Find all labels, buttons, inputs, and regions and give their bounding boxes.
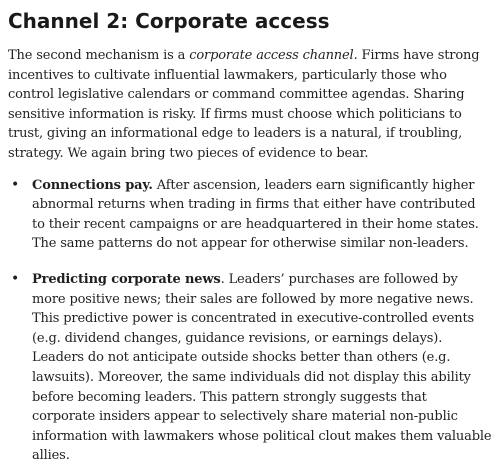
bullet-marker: • <box>11 270 20 287</box>
list-item <box>8 176 492 254</box>
bullet-text: . Leaders’ purchases are followed by more positive news; their sales are followed by more negative news. This predictive power is concentrated in executive-controlled events (e.g. dividend changes, guidance revisions, or earnings delays). Leaders do not anticipate outside shocks better than others (e.g. lawsuits). Moreover, the same individuals did not display this ability before becoming leaders. This pattern strongly suggests that corporate insiders appear to selectively share material non-public information with lawmakers whose political clout makes them valuable allies. <box>32 271 492 464</box>
section-heading: Channel 2: Corporate access <box>8 9 330 33</box>
intro-paragraph <box>8 46 492 164</box>
bullet-marker: • <box>11 176 20 193</box>
intro-text-before: The second mechanism is a <box>8 48 190 63</box>
list-item <box>8 270 492 466</box>
bullet-text: After ascension, leaders earn significantly higher abnormal returns when trading in firms that either have contributed to their recent campaigns or are headquartered in their home states. The same patterns do not appear for otherwise similar non-leaders. <box>32 177 479 252</box>
bullet-lead: Connections pay. <box>32 177 153 193</box>
evidence-list <box>8 176 492 466</box>
intro-text-after: Firms have strong incentives to cultivate influential lawmakers, particularly those who control legislative calendars or command committee agendas. Sharing sensitive information is risky. If firms must choose which politicians to trust, giving an informational edge to leaders is a natural, if troubling, strategy. We again bring two pieces of evidence to bear. <box>8 48 480 161</box>
intro-emphasis: corporate access channel. <box>189 48 358 63</box>
bullet-lead: Predicting corporate news <box>32 271 221 287</box>
